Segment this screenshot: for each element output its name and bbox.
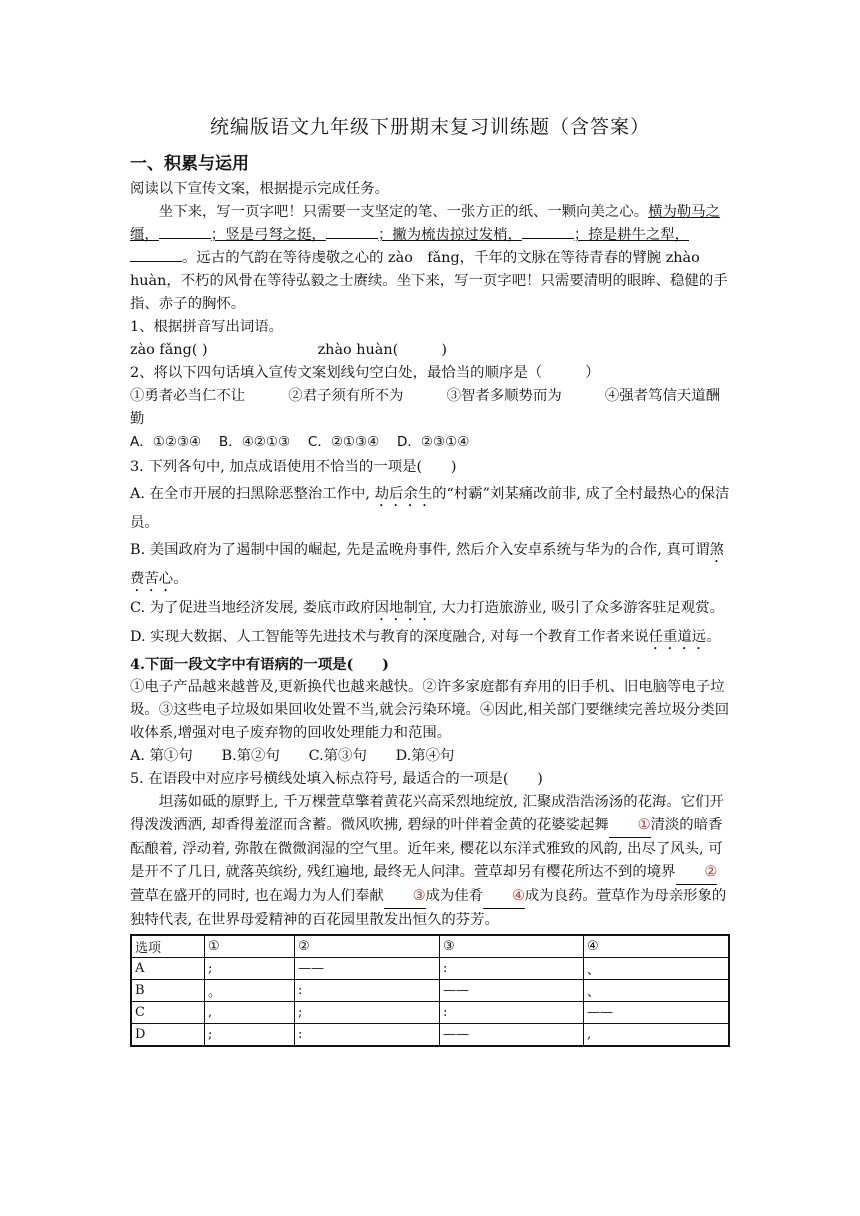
table-cell: : xyxy=(440,958,584,980)
table-row xyxy=(131,1024,729,1047)
underlined-sentence-2: ；竖是弓弩之挺， xyxy=(210,227,326,243)
q3-option-a xyxy=(130,481,730,537)
q5-text-2: 清淡的暗香酝酿着, 浮动着, 弥散在微微润湿的空气里。近年来, 樱花以东洋式雅致的风韵, 出尽了风头, 可是开不了几日, 就落英缤纷, 残红遍地, 最终无人问津。萱草却另有樱花所达不到的境界 xyxy=(130,817,723,880)
q3-a-text: A. 在全市开展的扫黑除恶整治工作中, xyxy=(130,486,375,502)
q3-a-idiom: 劫后余生 xyxy=(374,486,433,502)
q3-option-d xyxy=(130,624,730,653)
q1-item-b: zhào huàn( ) xyxy=(317,342,448,358)
table-cell: —— xyxy=(584,1002,730,1024)
q3-d-idiom: 任重道远 xyxy=(648,629,707,645)
table-cell: : xyxy=(295,980,440,1002)
passage-line1: 坐下来，写一页字吧！只需要一支坚定的笔、一张方正的纸、一颗向美之心。 xyxy=(158,204,649,220)
question-2-stem: 2、将以下四句话填入宣传文案划线句空白处，最恰当的顺序是（ ） xyxy=(130,365,600,381)
table-row xyxy=(131,1002,729,1024)
underlined-sep: ； xyxy=(573,227,589,243)
q5-text-5: 成为良药。萱草作为母亲形象的独特代表, 在世界母爱精神的百花园里散发出恒久的芬芳。 xyxy=(130,888,727,928)
table-header-row xyxy=(131,935,729,958)
table-cell: B xyxy=(131,980,205,1002)
blank-3 xyxy=(522,224,574,239)
q3-b-idiom: 煞费苦心 xyxy=(130,542,725,587)
question-1-stem: 1、根据拼音写出词语。 xyxy=(130,319,284,335)
blank-2 xyxy=(326,224,378,239)
passage-paragraph xyxy=(130,201,730,316)
blank-1 xyxy=(159,224,211,239)
document-page xyxy=(130,112,730,1047)
question-4-stem: 4.下面一段文字中有语病的一项是( ) xyxy=(130,656,389,673)
blank-4 xyxy=(130,247,182,262)
underlined-sentence-1: 横为勒马之缰， xyxy=(130,204,721,243)
q5-marker-4: ④ xyxy=(483,885,525,909)
document-title: 统编版语文九年级下册期末复习训练题（含答案） xyxy=(209,116,650,138)
section-heading: 一、积累与运用 xyxy=(130,154,249,174)
table-row xyxy=(131,958,729,980)
question-1-answers xyxy=(130,339,730,362)
underlined-sentence-3: ；撇为梳齿掠过发梢， xyxy=(377,227,522,243)
table-cell: C xyxy=(131,1002,205,1024)
table-cell: : xyxy=(295,1024,440,1047)
q5-marker-1: ① xyxy=(609,814,651,838)
table-row xyxy=(131,980,729,1002)
q5-marker-2: ② xyxy=(676,861,718,885)
table-cell: ; xyxy=(205,958,295,980)
question-2-choices: A．①②③④ B．④②①③ C．②①③④ D．②③①④ xyxy=(130,434,470,450)
table-cell: —— xyxy=(440,980,584,1002)
question-5-passage xyxy=(130,791,730,932)
q3-a-rest: 的“村霸”刘某痛改前非, 成了全村最热心的保洁员。 xyxy=(130,486,730,531)
table-cell: 。 xyxy=(205,980,295,1002)
q3-b-rest: 。 xyxy=(173,571,188,587)
passage-rest: 远古的气韵在等待虔敬之心的 zào fǎng，千年的文脉在等待青春的臂腕 zhào huàn，不朽的风骨在等待弘毅之士赓续。坐下来，写一页字吧！只需要清明的眼眸、稳健的手指、赤子的胸怀。 xyxy=(130,250,728,312)
table-cell: , xyxy=(205,1002,295,1024)
table-cell: D xyxy=(131,1024,205,1047)
intro-text: 阅读以下宣传文案，根据提示完成任务。 xyxy=(130,181,390,197)
question-5-stem: 5. 在语段中对应序号横线处填入标点符号, 最适合的一项是( ) xyxy=(130,771,543,787)
table-cell: : xyxy=(440,1002,584,1024)
table-cell: ; xyxy=(295,1002,440,1024)
q3-c-idiom: 因地制宜 xyxy=(374,600,433,616)
question-2-options: ①勇者必当仁不让 ②君子须有所不为 ③智者多顺势而为 ④强者笃信天道酬勤 xyxy=(130,388,721,427)
table-header-cell: 选项 xyxy=(131,935,205,958)
q1-item-a: zào fǎng( ) xyxy=(130,342,208,358)
q3-b-text: B. 美国政府为了遏制中国的崛起, 先是孟晚舟事件, 然后介入安卓系统与华为的合作, 真可谓 xyxy=(130,542,710,558)
q3-c-rest: , 大力打造旅游业, 吸引了众多游客驻足观赏。 xyxy=(432,600,724,616)
underlined-end: 。 xyxy=(182,250,197,266)
q5-text-4: 成为佳肴 xyxy=(425,888,484,904)
table-cell: A xyxy=(131,958,205,980)
q3-c-text: C. 为了促进当地经济发展, 娄底市政府 xyxy=(130,600,375,616)
q5-text-1: 坦荡如砥的原野上, 千万棵萱草擎着黄花兴高采烈地绽放, 汇聚成浩浩汤汤的花海。它们开得泼泼洒洒, 却香得羞涩而含蓄。微风吹拂, 碧绿的叶伴着金黄的花婆娑起舞 xyxy=(130,794,724,833)
table-cell: 、 xyxy=(584,980,730,1002)
table-cell: —— xyxy=(295,958,440,980)
question-4-text: ①电子产品越来越普及,更新换代也越来越快。②许多家庭都有弃用的旧手机、旧电脑等电子垃圾。③这些电子垃圾如果回收处置不当,就会污染环境。④因此,相关部门要继续完善垃圾分类回收体系,增强对电子废弃物的回收处理能力和范围。 xyxy=(130,679,730,741)
table-cell: —— xyxy=(440,1024,584,1047)
q3-d-text: D. 实现大数据、人工智能等先进技术与教育的深度融合, 对每一个教育工作者来说 xyxy=(130,629,649,645)
underlined-sentence-4: 捺是耕牛之犁， xyxy=(588,227,690,243)
q3-d-rest: 。 xyxy=(706,629,721,645)
q3-option-b xyxy=(130,537,730,595)
question-3-stem: 3. 下列各句中, 加点成语使用不恰当的一项是( ) xyxy=(130,459,457,475)
answer-options-table xyxy=(130,934,730,1047)
table-header-cell: ④ xyxy=(584,935,730,958)
table-header-cell: ③ xyxy=(440,935,584,958)
table-cell: 、 xyxy=(584,958,730,980)
q3-option-c xyxy=(130,595,730,624)
table-cell: , xyxy=(584,1024,730,1047)
q5-marker-3: ③ xyxy=(384,885,426,909)
table-header-cell: ① xyxy=(205,935,295,958)
q5-text-3: 萱草在盛开的同时, 也在竭力为人们奉献 xyxy=(130,888,384,904)
question-3 xyxy=(130,454,730,653)
table-cell: ; xyxy=(205,1024,295,1047)
table-header-cell: ② xyxy=(295,935,440,958)
question-4-choices: A. 第①句 B.第②句 C.第③句 D.第④句 xyxy=(130,748,455,764)
